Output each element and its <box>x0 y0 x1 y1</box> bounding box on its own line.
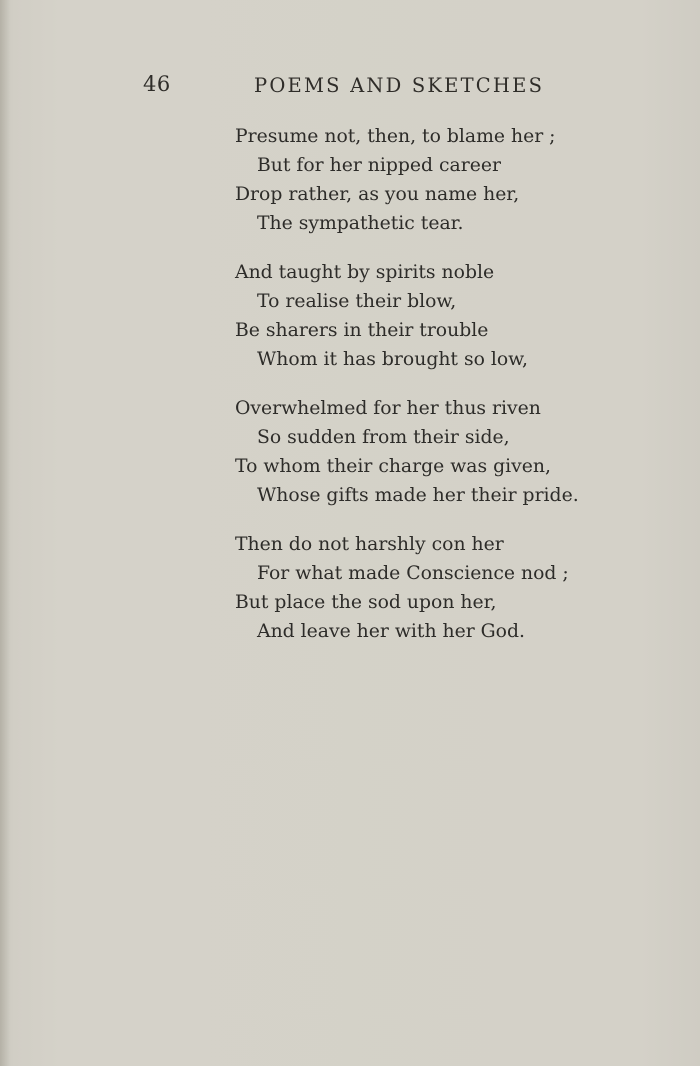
poem-line: Whom it has brought so low, <box>257 349 528 370</box>
poem-line: For what made Conscience nod ; <box>257 563 569 584</box>
stanza <box>235 530 675 646</box>
poem-line: The sympathetic tear. <box>257 213 464 234</box>
running-title: POEMS AND SKETCHES <box>254 74 545 97</box>
poem-line: To whom their charge was given, <box>235 456 551 477</box>
stanza <box>235 258 675 374</box>
poem <box>235 122 675 666</box>
poem-line: Then do not harshly con her <box>235 534 504 555</box>
poem-line: Be sharers in their trouble <box>235 320 489 341</box>
poem-line: Drop rather, as you name her, <box>235 184 520 205</box>
running-head <box>0 72 700 106</box>
page-edge-shadow <box>0 0 10 1066</box>
poem-line: And leave her with her God. <box>257 621 525 642</box>
stanza <box>235 394 675 510</box>
poem-line: And taught by spirits noble <box>235 262 495 283</box>
stanza <box>235 122 675 238</box>
poem-line: But for her nipped career <box>257 155 501 176</box>
poem-line: Whose gifts made her their pride. <box>257 485 579 506</box>
poem-line: So sudden from their side, <box>257 427 510 448</box>
poem-line: Presume not, then, to blame her ; <box>235 126 556 147</box>
poem-line: To realise their blow, <box>257 291 457 312</box>
poem-line: Overwhelmed for her thus riven <box>235 398 541 419</box>
poem-line: But place the sod upon her, <box>235 592 497 613</box>
page-number: 46 <box>143 72 171 96</box>
